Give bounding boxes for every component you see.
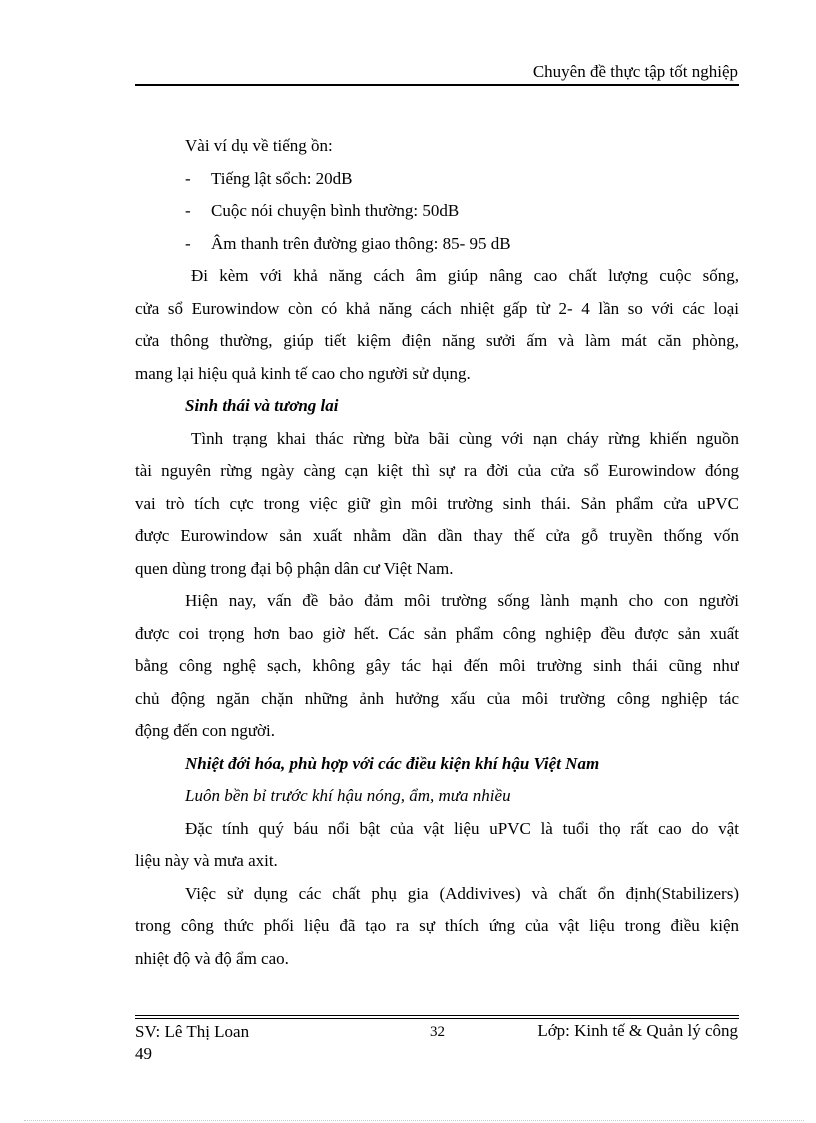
bullet-text: Cuộc nói chuyện bình thường: 50dB	[211, 201, 460, 220]
paragraph-line: mang lại hiệu quả kinh tế cao cho người sử dụng.	[135, 363, 471, 383]
page-number: 32	[430, 1024, 445, 1040]
paragraph-line: Đặc tính quý báu nổi bật của vật liệu uPVC là tuổi thọ rất cao do vật	[185, 818, 739, 838]
dash-bullet-icon: -	[185, 233, 191, 253]
paragraph-line: vai trò tích cực trong việc giữ gìn môi trường sinh thái. Sản phẩm cửa uPVC	[135, 493, 739, 513]
intro-line: Vài ví dụ về tiếng ồn:	[185, 136, 333, 155]
footer-student-name: SV: Lê Thị Loan	[135, 1022, 250, 1041]
bullet-item	[135, 228, 739, 261]
paragraph-line: Đi kèm với khả năng cách âm giúp nâng cao chất lượng cuộc sống,	[191, 266, 739, 285]
section-heading: Nhiệt đới hóa, phù hợp với các điều kiện khí hậu Việt Nam	[185, 753, 600, 773]
paragraph-line: liệu này và mưa axit.	[135, 851, 278, 870]
paragraph-line: nhiệt độ và độ ẩm cao.	[135, 948, 289, 968]
paragraph-line: tài nguyên rừng ngày càng cạn kiệt thì sự ra đời của cửa sổ Eurowindow đóng	[135, 461, 739, 480]
body-content	[135, 130, 739, 975]
bullet-item	[135, 195, 739, 228]
dash-bullet-icon: -	[185, 201, 191, 220]
paragraph-line: bằng công nghệ sạch, không gây tác hại đến môi trường sinh thái cũng như	[135, 656, 739, 675]
bullet-text: Âm thanh trên đường giao thông: 85- 95 dB	[211, 233, 511, 253]
paragraph-line: cửa sổ Eurowindow còn có khả năng cách nhiệt gấp từ 2- 4 lần so với các loại	[135, 298, 739, 318]
paragraph-line: Việc sử dụng các chất phụ gia (Addivives) và chất ổn định(Stabilizers)	[185, 883, 739, 903]
paragraph-line: trong công thức phối liệu đã tạo ra sự thích ứng của vật liệu trong điều kiện	[135, 916, 739, 935]
dash-bullet-icon: -	[185, 168, 191, 188]
paragraph-line: được Eurowindow sản xuất nhằm dần dần thay thế cửa gỗ truyền thống vốn	[135, 526, 739, 545]
page-edge-divider	[24, 1120, 804, 1121]
bullet-text: Tiếng lật sổch: 20dB	[211, 168, 353, 188]
section-subheading: Luôn bền bỉ trước khí hậu nóng, ẩm, mưa nhiều	[185, 786, 511, 805]
paragraph-line: quen dùng trong đại bộ phận dân cư Việt Nam.	[135, 558, 454, 578]
paragraph-line: động đến con người.	[135, 721, 276, 740]
paragraph-line: Tình trạng khai thác rừng bừa bãi cùng với nạn cháy rừng khiến nguồn	[191, 428, 739, 448]
paragraph-line: được coi trọng hơn bao giờ hết. Các sản phẩm công nghiệp đều được sản xuất	[135, 623, 739, 643]
footer-student-id: 49	[135, 1044, 152, 1063]
footer-student	[135, 1021, 249, 1065]
header-title: Chuyên đề thực tập tốt nghiệp	[532, 62, 738, 81]
paragraph-line: Hiện nay, vấn đề bảo đảm môi trường sống lành mạnh cho con người	[185, 591, 739, 610]
footer-divider	[135, 1018, 739, 1019]
footer-class: Lớp: Kinh tế & Quản lý công	[537, 1021, 738, 1040]
footer-divider	[135, 1015, 739, 1016]
section-heading: Sinh thái và tương lai	[185, 396, 339, 415]
paragraph-line: chủ động ngăn chặn những ảnh hưởng xấu của môi trường công nghiệp tác	[135, 688, 739, 708]
bullet-item	[135, 163, 739, 196]
paragraph-line: cửa thông thường, giúp tiết kiệm điện năng sưởi ấm và làm mát căn phòng,	[135, 331, 739, 350]
header-divider	[135, 84, 739, 86]
